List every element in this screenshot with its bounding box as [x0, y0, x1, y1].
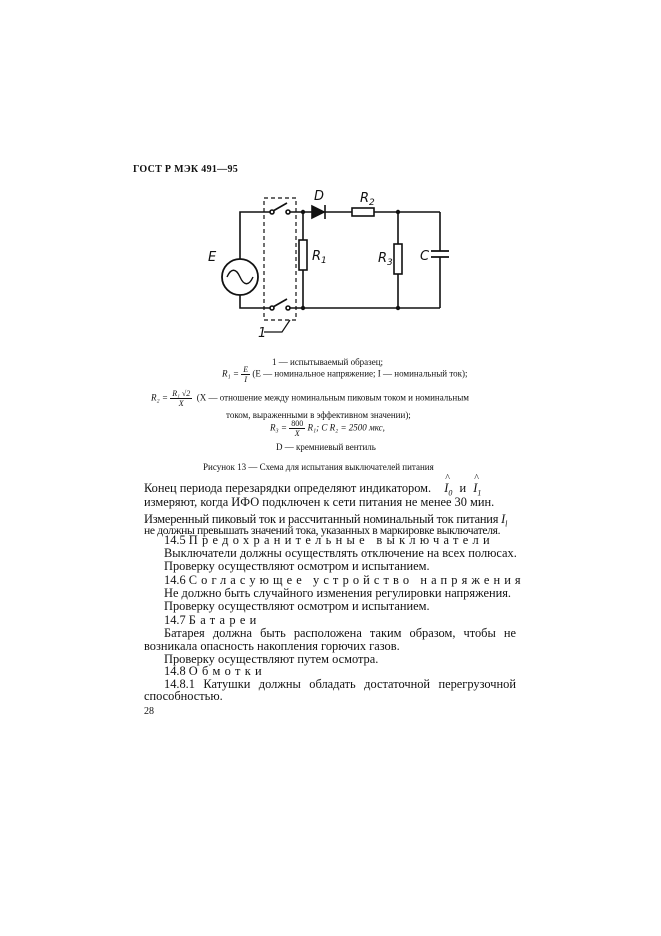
label-e: E [208, 250, 217, 265]
label-c: C [420, 249, 430, 264]
label-d: D [314, 189, 325, 204]
section-14-5-text-1: Выключатели должны осуществлять отключение на всех полюсах. [164, 546, 517, 560]
paragraph-2-line-1: Измеренный пиковый ток и рассчитанный номинальный ток питания $I_l$ [144, 512, 508, 529]
circuit-diagram [200, 180, 460, 345]
label-r2: $R_2$ [360, 191, 375, 208]
section-14-8-1-text-b: способностью. [144, 689, 223, 703]
section-14-5-text-2: Проверку осуществляют осмотром и испытанием. [164, 559, 430, 573]
figure-caption: Рисунок 13 — Схема для испытания выключателей питания [203, 462, 434, 472]
section-14-8-heading: 14.8 Обмотки [164, 664, 266, 678]
section-14-8-1-text: 14.8.1 Катушки должны обладать достаточной перегрузочной [164, 677, 516, 691]
section-14-7-text-1b: возникала опасность накопления горючих газов. [144, 639, 400, 653]
legend-line-3b: током, выраженными в эффективном значении); [226, 410, 411, 420]
legend-line-2: R₁ = $\frac{E}{I}$ (E — номинальное напряжение; I — номинальный ток); [222, 365, 468, 384]
label-r3: $R_3$ [378, 251, 393, 268]
section-14-7-text-1: Батарея должна быть расположена таким образом, чтобы не [164, 626, 516, 640]
paragraph-2-line-2: не должны превышать значений тока, указанных в маркировке выключателя. [144, 524, 501, 537]
label-r1: $R_1$ [312, 249, 327, 266]
resistor-r1 [299, 240, 307, 270]
legend-line-1: 1 — испытываемый образец; [272, 357, 384, 367]
resistor-r2 [352, 208, 374, 216]
diode-symbol [312, 206, 324, 218]
page-number: 28 [144, 706, 154, 717]
legend-line-3: R₂ = $\frac{\text{R₁ √2}}{X}$ (X — отношение между номинальным пиковым током и номинальным [151, 389, 469, 408]
section-14-6-heading: 14.6 Согласующее устройство напряжения [164, 573, 525, 587]
resistor-r3 [394, 244, 402, 274]
switch-top [273, 203, 287, 211]
label-sample: 1 [258, 326, 267, 341]
switch-bottom [273, 299, 287, 307]
legend-line-5: D — кремниевый вентиль [276, 442, 376, 452]
sample-dashed-box [264, 198, 296, 320]
legend-line-4: R₃ = $\frac{800}{X}$ R₁; C R₂ = 2500 мкс, [270, 419, 385, 438]
section-14-7-heading: 14.7 Батареи [164, 613, 261, 627]
paragraph-1-line-1: Конец периода перезарядки определяют индикатором. ^ $I_0$ и ^ $I_1$ [144, 481, 515, 500]
document-header: ГОСТ Р МЭК 491—95 [133, 164, 239, 175]
section-14-6-text-1: Не должно быть случайного изменения регулировки напряжения. [164, 586, 512, 600]
section-14-5-heading: 14.5 Предохранительные выключатели [164, 533, 494, 547]
paragraph-1-line-2: измеряют, когда ИФО подключен к сети питания не менее 30 мин. [144, 495, 495, 509]
section-14-6-text-2: Проверку осуществляют осмотром и испытанием. [164, 599, 430, 613]
section-14-7-text-2: Проверку осуществляют путем осмотра. [164, 652, 379, 666]
